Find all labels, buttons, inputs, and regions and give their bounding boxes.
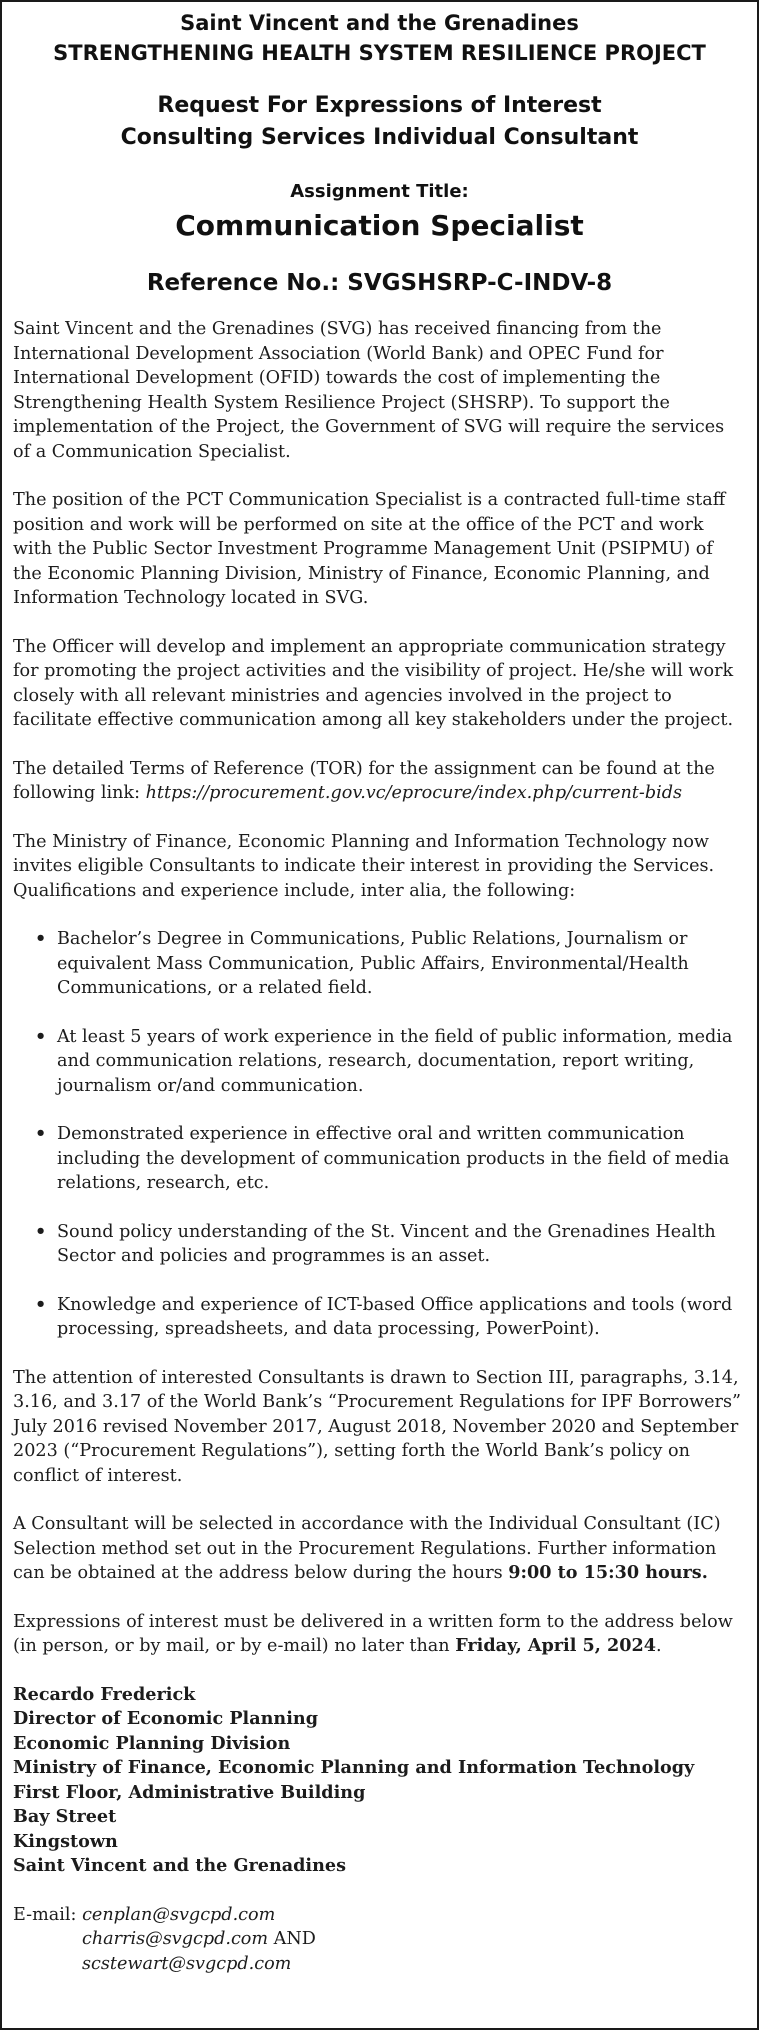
tor-text: The detailed Terms of Reference (TOR) for the assignment can be found at the following link: <box>13 758 715 803</box>
contact-country: Saint Vincent and the Grenadines <box>13 1855 347 1876</box>
requirement-text: Demonstrated experience in effective oral and written communication including the development of communication products in the field of media relations, research, etc. <box>57 1124 730 1193</box>
paragraph-conflict-of-interest: The attention of interested Consultants is drawn to Section III, paragraphs, 3.14, 3.16, and 3.17 of the World Bank’s “Procurement Regulations for IPF Borrowers” July 2016 revised November 2017, August 2018, November 2020 and September 2023 (“Procurement Regulations”), setting forth the World Bank’s policy on conflict of interest. <box>13 1367 741 1486</box>
header-country: Saint Vincent and the Grenadines <box>180 11 579 35</box>
header-project-title: STRENGTHENING HEALTH SYSTEM RESILIENCE PROJECT <box>53 41 706 65</box>
list-item <box>35 927 746 1001</box>
deadline-text: Expressions of interest must be delivered in a written form to the address below (in person, or by mail, or by e-mail) no later than <box>13 1611 733 1656</box>
list-item <box>35 1293 746 1342</box>
requirements-list <box>13 927 746 1342</box>
email-row <box>13 1952 746 1977</box>
contact-street: Bay Street <box>13 1806 117 1827</box>
contact-address-block <box>13 1683 746 1879</box>
contact-ministry: Ministry of Finance, Economic Planning and Information Technology <box>13 1757 695 1778</box>
bullet-icon: • <box>35 928 47 949</box>
email-row <box>13 1903 746 1928</box>
header-request-line1: Request For Expressions of Interest <box>157 93 602 118</box>
deadline-period: . <box>656 1636 662 1656</box>
paragraph-financing: Saint Vincent and the Grenadines (SVG) has received financing from the International Development Association (World Bank) and OPEC Fund for International Development (OFID) towards the cost of implementing the Strengthening Health System Resilience Project (SHSRP). To support the implementation of the Project, the Government of SVG will require the services of a Communication Specialist. <box>13 319 725 462</box>
requirement-text: Sound policy understanding of the St. Vincent and the Grenadines Health Sector and policies and programmes is an asset. <box>57 1221 716 1266</box>
header-request-line2: Consulting Services Individual Consultant <box>120 125 639 150</box>
paragraph-deadline <box>13 1610 746 1659</box>
bullet-icon: • <box>35 1123 47 1144</box>
selection-text: A Consultant will be selected in accordance with the Individual Consultant (IC) Selection method set out in the Procurement Regulations. Further information can be obtained at the address below during the hours <box>13 1514 721 1583</box>
email-and: AND <box>273 1929 316 1949</box>
email-link[interactable]: scstewart@svgcpd.com <box>82 1953 292 1974</box>
contact-building: First Floor, Administrative Building <box>13 1781 366 1803</box>
email-label: E-mail: <box>13 1904 77 1925</box>
list-item <box>35 1220 746 1269</box>
bullet-icon: • <box>35 1220 47 1242</box>
email-block <box>13 1903 746 1977</box>
paragraph-duties: The Officer will develop and implement an appropriate communication strategy for promoting the project activities and the visibility of project. He/she will work closely with all relevant ministries and agencies involved in the project to facilitate effective communication among all key stakeholders under the project. <box>13 636 734 730</box>
bullet-icon: • <box>35 1025 47 1047</box>
paragraph-selection <box>13 1512 746 1586</box>
paragraph-tor <box>13 757 746 806</box>
tor-link[interactable]: https://procurement.gov.vc/eprocure/index.php/current-bids <box>145 783 683 803</box>
contact-title: Director of Economic Planning <box>13 1708 318 1729</box>
requirement-text: Bachelor’s Degree in Communications, Public Relations, Journalism or equivalent Mass Communication, Public Affairs, Environmental/Health Communications, or a related field. <box>57 929 689 998</box>
requirement-text: At least 5 years of work experience in the field of public information, media and communication relations, research, documentation, report writing, journalism or/and communication. <box>57 1026 733 1096</box>
email-link[interactable]: cenplan@svgcpd.com <box>82 1904 276 1925</box>
email-link[interactable]: charris@svgcpd.com <box>82 1929 269 1949</box>
office-hours: 9:00 to 15:30 hours. <box>508 1562 708 1583</box>
list-item <box>35 1122 746 1196</box>
assignment-title: Communication Specialist <box>175 209 584 242</box>
contact-name: Recardo Frederick <box>13 1683 196 1705</box>
email-row <box>13 1927 746 1952</box>
assignment-label: Assignment Title: <box>290 181 469 202</box>
deadline-date: Friday, April 5, 2024 <box>455 1635 657 1656</box>
paragraph-position: The position of the PCT Communication Specialist is a contracted full-time staff position and work will be performed on site at the office of the PCT and work with the Public Sector Investment Programme Management Unit (PSIPMU) of the Economic Planning Division, Ministry of Finance, Economic Planning, and Information Technology located in SVG. <box>13 490 726 608</box>
requirement-text: Knowledge and experience of ICT-based Office applications and tools (word processing, spreadsheets, and data processing, PowerPoint). <box>57 1294 733 1339</box>
contact-division: Economic Planning Division <box>13 1732 291 1754</box>
bullet-icon: • <box>35 1293 47 1315</box>
reference-number: Reference No.: SVGSHSRP-C-INDV-8 <box>146 270 613 296</box>
contact-city: Kingstown <box>13 1830 118 1852</box>
list-item <box>35 1025 746 1099</box>
paragraph-invitation: The Ministry of Finance, Economic Planning and Information Technology now invites eligible Consultants to indicate their interest in providing the Services. Qualifications and experience include, inter alia, the following: <box>13 831 715 901</box>
